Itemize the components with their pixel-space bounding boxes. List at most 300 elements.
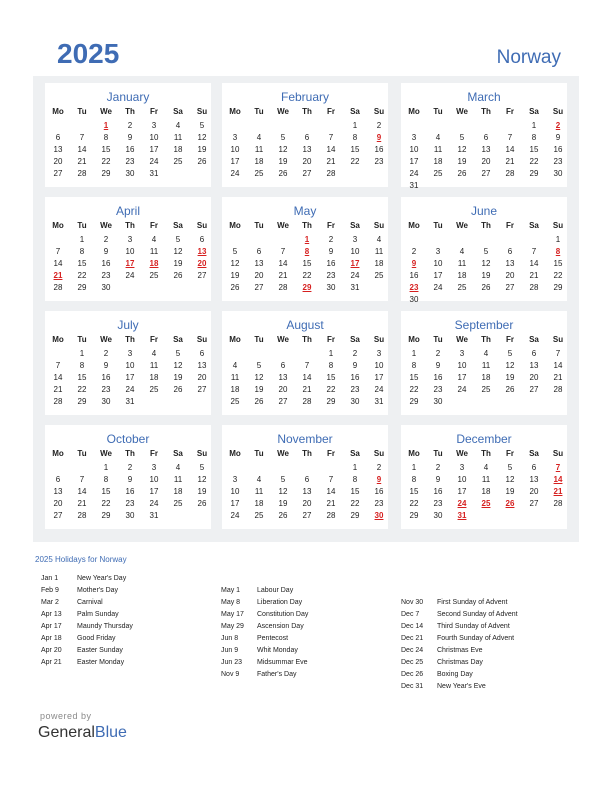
day-cell: 26 bbox=[278, 511, 288, 520]
weekday-label: Su bbox=[552, 107, 564, 116]
day-cell: 1 bbox=[79, 349, 85, 358]
holiday-date: May 1 bbox=[221, 587, 241, 594]
weekday-label: Tu bbox=[77, 221, 87, 230]
day-cell: 3 bbox=[411, 133, 417, 142]
day-cell: 2 bbox=[127, 463, 133, 472]
day-cell: 27 bbox=[197, 385, 207, 394]
holiday-day: 31 bbox=[457, 511, 467, 520]
day-cell: 14 bbox=[53, 259, 63, 268]
holiday-day: 8 bbox=[555, 247, 561, 256]
day-cell: 12 bbox=[505, 361, 515, 370]
day-cell: 15 bbox=[302, 259, 312, 268]
weekday-label: Mo bbox=[229, 449, 241, 458]
day-cell: 30 bbox=[433, 397, 443, 406]
day-cell: 9 bbox=[435, 361, 441, 370]
day-cell: 8 bbox=[411, 475, 417, 484]
day-cell: 23 bbox=[553, 157, 563, 166]
day-cell: 5 bbox=[459, 133, 465, 142]
day-cell: 26 bbox=[230, 283, 240, 292]
day-cell: 4 bbox=[435, 133, 441, 142]
day-cell: 21 bbox=[326, 499, 336, 508]
day-cell: 3 bbox=[376, 349, 382, 358]
day-cell: 26 bbox=[505, 385, 515, 394]
weekday-label: Su bbox=[552, 449, 564, 458]
day-cell: 14 bbox=[529, 259, 539, 268]
day-cell: 16 bbox=[326, 259, 336, 268]
day-cell: 10 bbox=[457, 361, 467, 370]
day-cell: 1 bbox=[352, 121, 358, 130]
day-cell: 19 bbox=[278, 157, 288, 166]
month-name: July bbox=[117, 318, 139, 332]
day-cell: 27 bbox=[481, 169, 491, 178]
day-cell: 16 bbox=[125, 487, 135, 496]
day-cell: 13 bbox=[302, 487, 312, 496]
day-cell: 22 bbox=[326, 385, 336, 394]
holiday-date: Nov 9 bbox=[221, 671, 240, 678]
day-cell: 20 bbox=[529, 487, 539, 496]
holiday-day: 18 bbox=[149, 259, 159, 268]
month-name: April bbox=[115, 204, 140, 218]
holiday-day: 29 bbox=[302, 283, 312, 292]
day-cell: 15 bbox=[553, 259, 563, 268]
day-cell: 28 bbox=[553, 385, 563, 394]
weekday-label: Fr bbox=[327, 449, 335, 458]
day-cell: 2 bbox=[352, 349, 358, 358]
day-cell: 17 bbox=[457, 487, 467, 496]
weekday-label: Su bbox=[373, 221, 385, 230]
country-title: Norway bbox=[496, 47, 561, 68]
day-cell: 12 bbox=[254, 373, 264, 382]
day-cell: 22 bbox=[409, 499, 419, 508]
day-cell: 4 bbox=[376, 235, 382, 244]
weekday-label: Fr bbox=[327, 107, 335, 116]
day-cell: 27 bbox=[53, 169, 63, 178]
holiday-name: Father's Day bbox=[257, 671, 297, 678]
month-september bbox=[401, 311, 567, 415]
holiday-day: 24 bbox=[457, 499, 467, 508]
month-name: March bbox=[467, 90, 501, 104]
day-cell: 14 bbox=[553, 361, 563, 370]
weekday-label: Su bbox=[196, 221, 208, 230]
weekday-label: Mo bbox=[229, 335, 241, 344]
day-cell: 18 bbox=[481, 487, 491, 496]
day-cell: 12 bbox=[481, 259, 491, 268]
day-cell: 19 bbox=[278, 499, 288, 508]
day-cell: 4 bbox=[151, 349, 157, 358]
day-cell: 8 bbox=[79, 361, 85, 370]
day-cell: 8 bbox=[531, 133, 537, 142]
day-cell: 11 bbox=[481, 361, 491, 370]
weekday-label: Th bbox=[125, 221, 135, 230]
day-cell: 17 bbox=[230, 157, 240, 166]
day-cell: 12 bbox=[457, 145, 467, 154]
weekday-label: Th bbox=[302, 449, 312, 458]
day-cell: 4 bbox=[459, 247, 465, 256]
day-cell: 3 bbox=[151, 463, 157, 472]
day-cell: 8 bbox=[328, 361, 334, 370]
day-cell: 12 bbox=[197, 475, 207, 484]
weekday-label: We bbox=[277, 221, 289, 230]
holiday-name: Third Sunday of Advent bbox=[437, 623, 510, 630]
day-cell: 6 bbox=[256, 247, 262, 256]
weekday-label: We bbox=[456, 107, 468, 116]
day-cell: 20 bbox=[505, 271, 515, 280]
day-cell: 18 bbox=[457, 271, 467, 280]
weekday-label: Tu bbox=[433, 335, 443, 344]
day-cell: 3 bbox=[435, 247, 441, 256]
day-cell: 1 bbox=[103, 463, 109, 472]
holiday-date: Jun 8 bbox=[221, 635, 239, 642]
month-november bbox=[222, 425, 388, 529]
day-cell: 1 bbox=[555, 235, 561, 244]
day-cell: 6 bbox=[199, 235, 205, 244]
brand-general: General bbox=[38, 724, 95, 741]
holiday-date: Jan 1 bbox=[41, 575, 59, 582]
powered-by-text: powered by bbox=[40, 711, 92, 721]
month-march bbox=[401, 83, 567, 190]
weekday-label: Mo bbox=[408, 335, 420, 344]
weekday-header bbox=[222, 335, 388, 347]
holiday-day: 2 bbox=[555, 121, 561, 130]
day-cell: 26 bbox=[173, 271, 183, 280]
day-cell: 14 bbox=[505, 145, 515, 154]
day-cell: 23 bbox=[374, 499, 384, 508]
day-cell: 22 bbox=[302, 271, 312, 280]
month-name: November bbox=[277, 432, 333, 446]
holiday-date: Feb 9 bbox=[41, 587, 59, 594]
month-name: December bbox=[456, 432, 512, 446]
weekday-label: Sa bbox=[529, 449, 539, 458]
holiday-date: Apr 17 bbox=[41, 623, 62, 630]
month-june bbox=[401, 197, 567, 304]
day-cell: 2 bbox=[435, 349, 441, 358]
month-july bbox=[45, 311, 211, 415]
day-cell: 11 bbox=[149, 247, 159, 256]
holiday-name: Easter Sunday bbox=[77, 647, 123, 654]
weekday-header bbox=[222, 107, 388, 119]
day-cell: 15 bbox=[350, 487, 360, 496]
weekday-label: We bbox=[100, 107, 112, 116]
holiday-date: Mar 2 bbox=[41, 599, 59, 606]
holiday-name: Labour Day bbox=[257, 587, 294, 594]
day-cell: 6 bbox=[55, 133, 61, 142]
day-cell: 24 bbox=[350, 271, 360, 280]
weekday-label: Th bbox=[125, 449, 135, 458]
day-cell: 4 bbox=[256, 475, 262, 484]
day-cell: 1 bbox=[352, 463, 358, 472]
holiday-name: Liberation Day bbox=[257, 599, 303, 606]
day-cell: 27 bbox=[278, 397, 288, 406]
weekday-label: Fr bbox=[506, 221, 514, 230]
month-february bbox=[222, 83, 388, 187]
day-cell: 10 bbox=[350, 247, 360, 256]
day-cell: 16 bbox=[350, 373, 360, 382]
month-name: February bbox=[280, 90, 330, 104]
day-cell: 16 bbox=[433, 487, 443, 496]
day-cell: 20 bbox=[302, 157, 312, 166]
day-cell: 5 bbox=[199, 463, 205, 472]
day-cell: 15 bbox=[409, 373, 419, 382]
day-cell: 10 bbox=[433, 259, 443, 268]
day-cell: 18 bbox=[230, 385, 240, 394]
day-cell: 14 bbox=[278, 259, 288, 268]
day-cell: 1 bbox=[79, 235, 85, 244]
day-cell: 25 bbox=[374, 271, 384, 280]
holiday-name: Carnival bbox=[77, 599, 103, 606]
day-cell: 6 bbox=[531, 349, 537, 358]
day-cell: 18 bbox=[173, 487, 183, 496]
day-cell: 24 bbox=[409, 169, 419, 178]
day-cell: 13 bbox=[529, 475, 539, 484]
day-cell: 26 bbox=[457, 169, 467, 178]
day-cell: 2 bbox=[376, 463, 382, 472]
day-cell: 22 bbox=[553, 271, 563, 280]
day-cell: 6 bbox=[507, 247, 513, 256]
day-cell: 25 bbox=[173, 499, 183, 508]
day-cell: 1 bbox=[328, 349, 334, 358]
weekday-label: Su bbox=[196, 335, 208, 344]
day-cell: 11 bbox=[149, 361, 159, 370]
day-cell: 28 bbox=[53, 397, 63, 406]
day-cell: 11 bbox=[374, 247, 384, 256]
day-cell: 3 bbox=[232, 133, 238, 142]
holiday-day: 7 bbox=[555, 463, 561, 472]
day-cell: 27 bbox=[197, 271, 207, 280]
day-cell: 15 bbox=[77, 259, 87, 268]
day-cell: 29 bbox=[77, 283, 87, 292]
day-cell: 17 bbox=[149, 487, 159, 496]
day-cell: 22 bbox=[77, 385, 87, 394]
day-cell: 10 bbox=[230, 145, 240, 154]
holiday-name: New Year's Eve bbox=[437, 683, 486, 690]
day-cell: 24 bbox=[125, 271, 135, 280]
day-cell: 7 bbox=[79, 133, 85, 142]
day-cell: 15 bbox=[409, 487, 419, 496]
day-cell: 21 bbox=[505, 157, 515, 166]
holiday-name: Christmas Eve bbox=[437, 647, 483, 654]
day-cell: 7 bbox=[280, 247, 286, 256]
day-cell: 7 bbox=[55, 361, 61, 370]
day-cell: 20 bbox=[302, 499, 312, 508]
day-cell: 19 bbox=[481, 271, 491, 280]
day-cell: 13 bbox=[529, 361, 539, 370]
day-cell: 17 bbox=[149, 145, 159, 154]
weekday-label: Sa bbox=[350, 449, 360, 458]
day-cell: 3 bbox=[352, 235, 358, 244]
day-cell: 24 bbox=[433, 283, 443, 292]
day-cell: 6 bbox=[531, 463, 537, 472]
holiday-day: 21 bbox=[53, 271, 63, 280]
day-cell: 29 bbox=[350, 511, 360, 520]
day-cell: 26 bbox=[278, 169, 288, 178]
day-cell: 26 bbox=[173, 385, 183, 394]
month-december bbox=[401, 425, 567, 529]
day-cell: 29 bbox=[326, 397, 336, 406]
weekday-label: Sa bbox=[173, 107, 183, 116]
weekday-label: Th bbox=[302, 107, 312, 116]
day-cell: 25 bbox=[149, 385, 159, 394]
holiday-name: Boxing Day bbox=[437, 671, 473, 678]
day-cell: 15 bbox=[101, 145, 111, 154]
day-cell: 31 bbox=[374, 397, 384, 406]
holiday-date: Dec 31 bbox=[401, 683, 424, 690]
month-january bbox=[45, 83, 211, 187]
day-cell: 11 bbox=[173, 475, 183, 484]
weekday-label: Th bbox=[125, 107, 135, 116]
day-cell: 5 bbox=[232, 247, 238, 256]
day-cell: 2 bbox=[103, 349, 109, 358]
day-cell: 31 bbox=[125, 397, 135, 406]
day-cell: 3 bbox=[151, 121, 157, 130]
day-cell: 8 bbox=[352, 133, 358, 142]
day-cell: 19 bbox=[230, 271, 240, 280]
day-cell: 14 bbox=[53, 373, 63, 382]
day-cell: 18 bbox=[149, 373, 159, 382]
day-cell: 7 bbox=[328, 133, 334, 142]
day-cell: 23 bbox=[101, 385, 111, 394]
day-cell: 1 bbox=[531, 121, 537, 130]
day-cell: 24 bbox=[230, 511, 240, 520]
brand-blue: Blue bbox=[94, 724, 127, 741]
weekday-label: Sa bbox=[350, 107, 360, 116]
day-cell: 21 bbox=[53, 385, 63, 394]
day-cell: 13 bbox=[278, 373, 288, 382]
day-cell: 18 bbox=[173, 145, 183, 154]
calendar-grid bbox=[33, 76, 579, 542]
weekday-label: Th bbox=[481, 107, 491, 116]
holiday-date: Apr 21 bbox=[41, 659, 62, 666]
day-cell: 28 bbox=[302, 397, 312, 406]
weekday-label: Mo bbox=[52, 335, 64, 344]
day-cell: 30 bbox=[125, 169, 135, 178]
holiday-name: Mother's Day bbox=[77, 587, 119, 594]
day-cell: 14 bbox=[326, 145, 336, 154]
month-name: June bbox=[470, 204, 498, 218]
day-cell: 15 bbox=[350, 145, 360, 154]
day-cell: 19 bbox=[197, 487, 207, 496]
day-cell: 28 bbox=[77, 511, 87, 520]
day-cell: 22 bbox=[409, 385, 419, 394]
weekday-label: Tu bbox=[77, 335, 87, 344]
weekday-label: Su bbox=[196, 107, 208, 116]
day-cell: 19 bbox=[457, 157, 467, 166]
day-cell: 25 bbox=[254, 169, 264, 178]
day-cell: 17 bbox=[433, 271, 443, 280]
day-cell: 15 bbox=[101, 487, 111, 496]
weekday-label: We bbox=[100, 335, 112, 344]
day-cell: 10 bbox=[230, 487, 240, 496]
day-cell: 4 bbox=[232, 361, 238, 370]
weekday-label: Sa bbox=[350, 221, 360, 230]
day-cell: 2 bbox=[328, 235, 334, 244]
holiday-date: Jun 23 bbox=[221, 659, 243, 666]
day-cell: 12 bbox=[173, 247, 183, 256]
day-cell: 11 bbox=[254, 145, 264, 154]
day-cell: 10 bbox=[149, 133, 159, 142]
day-cell: 5 bbox=[175, 235, 181, 244]
day-cell: 27 bbox=[302, 169, 312, 178]
day-cell: 30 bbox=[433, 511, 443, 520]
day-cell: 24 bbox=[374, 385, 384, 394]
day-cell: 3 bbox=[127, 349, 133, 358]
month-april bbox=[45, 197, 211, 301]
weekday-label: Sa bbox=[173, 221, 183, 230]
holiday-date: Dec 24 bbox=[401, 647, 424, 654]
day-cell: 30 bbox=[553, 169, 563, 178]
weekday-header bbox=[401, 335, 567, 347]
day-cell: 13 bbox=[197, 361, 207, 370]
weekday-label: Mo bbox=[52, 107, 64, 116]
day-cell: 22 bbox=[77, 271, 87, 280]
day-cell: 13 bbox=[481, 145, 491, 154]
day-cell: 7 bbox=[507, 133, 513, 142]
day-cell: 10 bbox=[125, 247, 135, 256]
weekday-header bbox=[45, 107, 211, 119]
day-cell: 2 bbox=[411, 247, 417, 256]
day-cell: 13 bbox=[505, 259, 515, 268]
day-cell: 30 bbox=[101, 397, 111, 406]
holiday-day: 1 bbox=[103, 121, 109, 130]
day-cell: 29 bbox=[529, 169, 539, 178]
day-cell: 19 bbox=[197, 145, 207, 154]
weekday-header bbox=[45, 335, 211, 347]
day-cell: 17 bbox=[230, 499, 240, 508]
day-cell: 5 bbox=[483, 247, 489, 256]
generalblue-logo[interactable] bbox=[38, 724, 127, 742]
day-cell: 9 bbox=[103, 361, 109, 370]
weekday-label: Sa bbox=[350, 335, 360, 344]
weekday-label: Mo bbox=[408, 221, 420, 230]
weekday-label: Tu bbox=[77, 449, 87, 458]
day-cell: 7 bbox=[79, 475, 85, 484]
day-cell: 23 bbox=[374, 157, 384, 166]
day-cell: 4 bbox=[483, 463, 489, 472]
day-cell: 26 bbox=[254, 397, 264, 406]
day-cell: 12 bbox=[505, 475, 515, 484]
month-august bbox=[222, 311, 388, 415]
weekday-label: Tu bbox=[433, 449, 443, 458]
holiday-date: May 29 bbox=[221, 623, 244, 630]
weekday-label: Sa bbox=[529, 335, 539, 344]
day-cell: 9 bbox=[127, 133, 133, 142]
holiday-day: 17 bbox=[125, 259, 135, 268]
day-cell: 29 bbox=[101, 511, 111, 520]
day-cell: 19 bbox=[505, 487, 515, 496]
day-cell: 10 bbox=[374, 361, 384, 370]
day-cell: 5 bbox=[280, 475, 286, 484]
day-cell: 11 bbox=[457, 259, 467, 268]
day-cell: 8 bbox=[352, 475, 358, 484]
day-cell: 6 bbox=[304, 475, 310, 484]
day-cell: 21 bbox=[278, 271, 288, 280]
day-cell: 11 bbox=[481, 475, 491, 484]
weekday-label: Th bbox=[125, 335, 135, 344]
weekday-label: Fr bbox=[506, 107, 514, 116]
day-cell: 11 bbox=[173, 133, 183, 142]
weekday-label: Su bbox=[373, 335, 385, 344]
day-cell: 25 bbox=[457, 283, 467, 292]
weekday-label: Su bbox=[373, 449, 385, 458]
day-cell: 16 bbox=[433, 373, 443, 382]
day-cell: 25 bbox=[149, 271, 159, 280]
weekday-label: Su bbox=[373, 107, 385, 116]
day-cell: 16 bbox=[125, 145, 135, 154]
day-cell: 20 bbox=[481, 157, 491, 166]
day-cell: 10 bbox=[149, 475, 159, 484]
day-cell: 26 bbox=[197, 157, 207, 166]
day-cell: 16 bbox=[101, 373, 111, 382]
day-cell: 9 bbox=[103, 247, 109, 256]
